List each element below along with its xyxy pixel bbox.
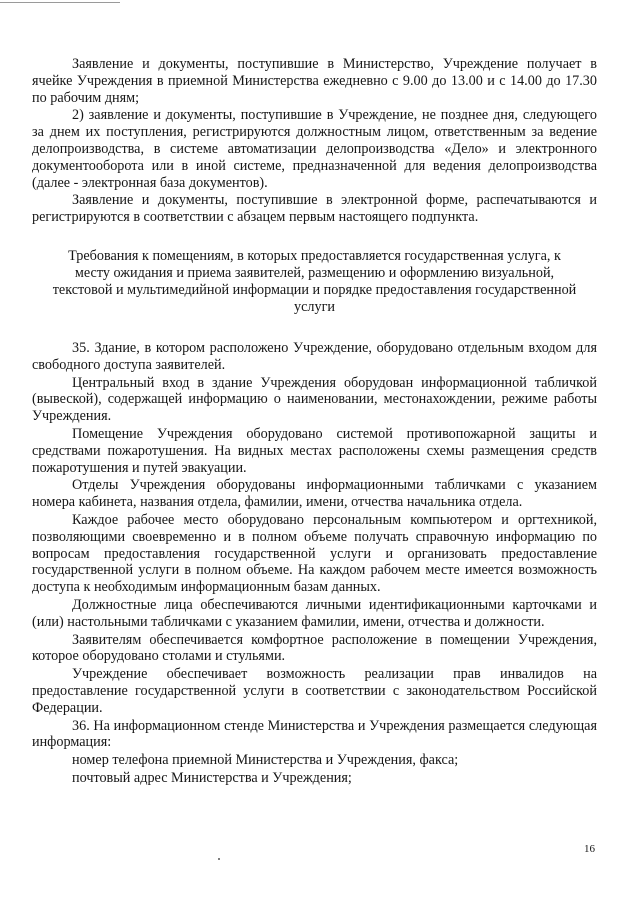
paragraph: Помещение Учреждения оборудовано системой противопожарной защиты и средствами пожаротушения. На видных местах расположены схемы размещения средств пожаротушения и путей эвакуации. <box>32 425 597 476</box>
section-heading: Требования к помещениям, в которых предоставляется государственная услуга, к месту ожидания и приема заявителей, размещению и оформлению визуальной, текстовой и мультимедийной информации и порядке предоставления государственной услуги <box>52 247 577 315</box>
top-rule <box>0 2 120 3</box>
paragraph: Заявителям обеспечивается комфортное расположение в помещении Учреждения, которое оборудовано столами и стульями. <box>32 631 597 665</box>
list-item: почтовый адрес Министерства и Учреждения; <box>72 769 352 786</box>
paragraph: 35. Здание, в котором расположено Учреждение, оборудовано отдельным входом для свободного доступа заявителей. <box>32 339 597 373</box>
paragraph: Заявление и документы, поступившие в электронной форме, распечатываются и регистрируются в соответствии с абзацем первым настоящего подпункта. <box>32 192 597 226</box>
paragraph: Учреждение обеспечивает возможность реализации прав инвалидов на предоставление государственной услуги в соответствии с законодательством Российской Федерации. <box>32 666 597 716</box>
paragraph: Центральный вход в здание Учреждения оборудован информационной табличкой (вывеской), содержащей информацию о наименовании, местонахождении, режиме работы Учреждения. <box>32 374 597 425</box>
paragraph: Отделы Учреждения оборудованы информационными табличками с указанием номера кабинета, названия отдела, фамилии, имени, отчества начальника отдела. <box>32 477 597 511</box>
paragraph: Должностные лица обеспечиваются личными идентификационными карточками и (или) настольными табличками с указанием фамилии, имени, отчества и должности. <box>32 596 597 630</box>
paragraph: Заявление и документы, поступившие в Министерство, Учреждение получает в ячейке Учреждения в приемной Министерства ежедневно с 9.00 до 13.00 и с 14.00 до 17.30 по рабочим дням; <box>32 56 597 106</box>
list-item: номер телефона приемной Министерства и Учреждения, факса; <box>72 752 459 769</box>
paragraph: 36. На информационном стенде Министерства и Учреждения размещается следующая информация: <box>32 717 597 751</box>
paragraph: 2) заявление и документы, поступившие в Учреждение, не позднее дня, следующего за днем их поступления, регистрируются должностным лицом, ответственным за ведение делопроизводства, в системе автоматизации делопроизводства «Дело» и электронного документооборота или в иной системе, предназначенной для ведения делопроизводства (далее - электронная база документов). <box>32 107 597 191</box>
document-body <box>32 56 597 788</box>
paragraph: Каждое рабочее место оборудовано персональным компьютером и оргтехникой, позволяющими своевременно и в полном объеме получать справочную информацию по вопросам предоставления государственной услуги и организовать предоставление государственной услуги в полном объеме. На каждом рабочем месте имеется возможность доступа к необходимым информационным базам данных. <box>32 511 597 596</box>
page-number: 16 <box>584 843 595 855</box>
scan-speck <box>218 858 220 860</box>
